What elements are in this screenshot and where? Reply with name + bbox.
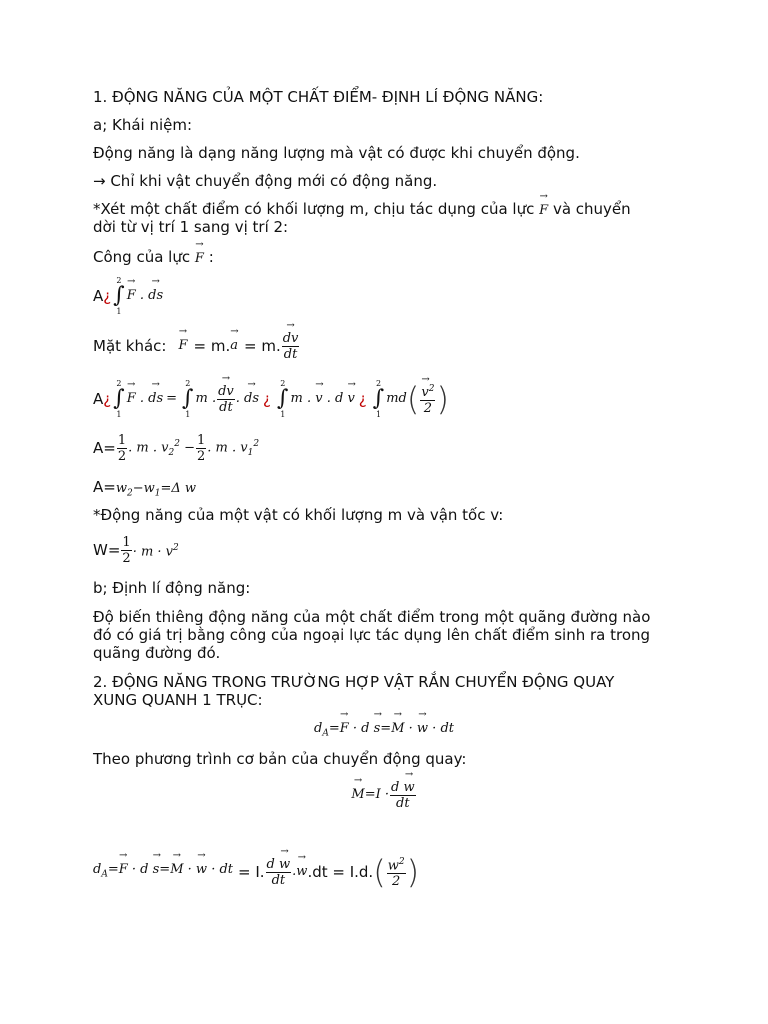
inverted-question-glyph: ¿ [103,390,112,408]
integral-sign: 2 ∫ 1 [277,379,289,419]
integral-sign: 2 ∫ 1 [113,276,125,316]
arrow-statement: → Chỉ khi vật chuyển động mới có động năng. [93,172,438,190]
eq-text-m2: = m. [244,337,281,355]
work-difference-equation: A= $\frac{1}{2}$ . m . $v_2^2$ − $\frac{1}{2}$ . m . $v_1^2$ [93,432,260,464]
other-label: Mặt khác: [93,337,167,355]
rotation-eq-label: Theo phương trình cơ bản của chuyển động quay: [93,750,467,768]
definition-text: Động năng là dạng năng lượng mà vật có được khi chuyển động. [93,144,580,162]
eq-text-i: = I. [238,863,265,881]
inverted-question-glyph: ¿ [263,390,272,408]
dv-dt-fraction: → $\frac{dv}{dt}$ [282,331,300,362]
work-colon: : [208,248,214,266]
half-fraction: $\frac{1}{2}$ [122,534,131,566]
a-equals: A= [93,439,116,457]
integrand: → F . → ds [127,287,163,305]
dw-dt-fraction: $\frac{d \to w}{dt}$ [390,780,416,811]
kinetic-energy-formula: W= $\frac{1}{2}$ · $m \cdot v^2$ [93,534,179,566]
work-delta-equation: $A=w_2-w_1=\Delta$ w [93,478,197,499]
heading-2-line-1: 2. ĐỘNG NĂNG TRONG TRƯỜNG HỢP VẬT RẮN CHUYỂN ĐỘNG QUAY [93,673,615,691]
work-label: Công của lực [93,248,191,266]
consider-line-1 [93,200,631,220]
torque-equation: → M=I · $\frac{d \to w}{dt}$ [0,776,768,814]
integrand: m . [195,391,217,406]
inverted-question-glyph: ¿ [103,287,112,305]
w2-over-2-fraction: $\frac{w^2}{2}$ [387,856,405,890]
eq-text-m: = m. [193,337,231,355]
force-vector: → F [195,250,204,268]
work-label-line [93,248,214,268]
v2-over-2-fraction: → $\frac{v^2}{2}$ [420,382,435,416]
integrand: md [386,391,407,406]
force-vector: → F [539,202,548,220]
half-fraction: $\frac{1}{2}$ [196,432,206,464]
rotational-kinetic-derivation: $d_A=\to F \cdot d \to s=\to M$ · → w · dt = I. $\frac{d \to w}{dt}$ .→ w .dt = I.d. ( $\frac{w^2}{2}$ ) [93,850,419,894]
dw-dt-fraction: $\frac{d \to w}{dt}$ [266,857,292,888]
a-symbol: A [93,390,104,408]
theorem-line-3: quãng đường đó. [93,644,221,662]
force-vector: → F [178,337,187,355]
theorem-line-2: đó có giá trị bằng công của ngoại lực tác dụng lên chất điểm sinh ra trong [93,626,651,644]
a-symbol: A [93,287,104,305]
consider-line-2: dời từ vị trí 1 sang vị trí 2: [93,218,289,236]
subheading-b: b; Định lí động năng: [93,579,251,597]
consider-text-a: *Xét một chất điểm có khối lượng m, chịu tác dụng của lực [93,200,535,218]
acceleration-vector: → a [230,337,238,355]
integral-sign: 2 ∫ 1 [182,379,194,419]
theorem-line-1: Độ biến thiêng động năng của một chất điểm trong một quãng đường nào [93,608,651,626]
inverted-question-glyph: ¿ [358,390,367,408]
integrand: m . → v . d → v [290,390,354,408]
integral-sign: 2 ∫ 1 [113,379,125,419]
half-fraction: $\frac{1}{2}$ [117,432,127,464]
heading-2-line-2: XUNG QUANH 1 TRỤC: [93,691,263,709]
work-integral-equation [93,274,163,318]
w-equals: W= [93,541,121,559]
integral-chain-equation: A ¿ 2 ∫ 1 → F . → ds = 2 ∫ 1 m . → $\frac{dv}{dt}$ . → ds ¿ 2 ∫ 1 m . → v . d → v ¿ 2 ∫ 1 md ( → $\frac{v^2}{2}$ ) [93,376,449,422]
a-equals: A= [93,478,116,496]
integrand: . → ds [236,390,259,408]
consider-text-b: và chuyển [552,200,631,218]
integral-sign: 2 ∫ 1 [372,379,385,419]
kinetic-energy-intro: *Động năng của một vật có khối lượng m và vận tốc v: [93,506,504,524]
heading-1: 1. ĐỘNG NĂNG CỦA MỘT CHẤT ĐIỂM- ĐỊNH LÍ ĐỘNG NĂNG: [93,88,544,106]
integrand: → F . → ds [127,390,163,408]
subheading-a: a; Khái niệm: [93,116,193,134]
dv-dt-fraction: → $\frac{dv}{dt}$ [217,384,235,415]
rotational-work-equation: $d_A=\to F \cdot d \to s=\to M$ · → w · dt [0,718,768,743]
eq-text-dt: .dt = I.d. [307,863,374,881]
other-side-equation [93,326,300,366]
